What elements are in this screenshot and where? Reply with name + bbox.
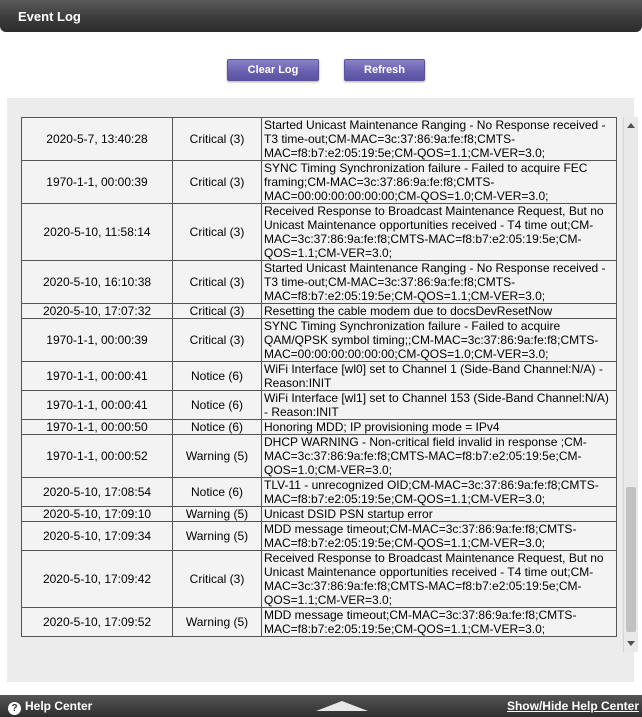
table-row: [22, 118, 617, 161]
help-center-link[interactable]: [8, 699, 92, 715]
scroll-up-arrow-icon[interactable]: [627, 123, 635, 128]
log-message-cell: WiFi Interface [wl0] set to Channel 1 (Side-Band Channel:N/A) - Reason:INIT: [262, 362, 617, 391]
log-severity-cell: Notice (6): [173, 420, 262, 435]
table-row: [22, 362, 617, 391]
log-datetime-cell: 2020-5-10, 16:10:38: [22, 261, 173, 304]
table-row: [22, 551, 617, 608]
event-log-scroll-area[interactable]: [21, 117, 620, 652]
event-log-table: [21, 117, 617, 637]
table-row: [22, 304, 617, 319]
help-center-label: Help Center: [25, 699, 93, 713]
log-datetime-cell: 2020-5-10, 17:09:34: [22, 522, 173, 551]
log-message-cell: Resetting the cable modem due to docsDevResetNow: [262, 304, 617, 319]
clear-log-button[interactable]: Clear Log: [227, 59, 319, 81]
log-message-cell: SYNC Timing Synchronization failure - Failed to acquire FEC framing;CM-MAC=3c:37:86:9a:fe:f8;CMTS-MAC=00:00:00:00:00:00;CM-QOS=1.0;CM-VER=3.0;: [262, 161, 617, 204]
log-message-cell: MDD message timeout;CM-MAC=3c:37:86:9a:fe:f8;CMTS-MAC=f8:b7:e2:05:19:5e;CM-QOS=1.1;CM-VER=3.0;: [262, 608, 617, 637]
log-datetime-cell: 1970-1-1, 00:00:39: [22, 319, 173, 362]
log-severity-cell: Warning (5): [173, 608, 262, 637]
log-datetime-cell: 2020-5-10, 17:07:32: [22, 304, 173, 319]
question-mark-icon: ?: [8, 702, 21, 715]
log-severity-cell: Critical (3): [173, 118, 262, 161]
log-message-cell: Started Unicast Maintenance Ranging - No Response received - T3 time-out;CM-MAC=3c:37:86:9a:fe:f8;CMTS-MAC=f8:b7:e2:05:19:5e;CM-QOS=1.1;CM-VER=3.0;: [262, 118, 617, 161]
log-message-cell: SYNC Timing Synchronization failure - Failed to acquire QAM/QPSK symbol timing;;CM-MAC=3c:37:86:9a:fe:f8;CMTS-MAC=00:00:00:00:00:00;CM-QOS=1.0;CM-VER=3.0;: [262, 319, 617, 362]
log-datetime-cell: 1970-1-1, 00:00:39: [22, 161, 173, 204]
table-row: [22, 391, 617, 420]
log-message-cell: Started Unicast Maintenance Ranging - No Response received - T3 time-out;CM-MAC=3c:37:86:9a:fe:f8;CMTS-MAC=f8:b7:e2:05:19:5e;CM-QOS=1.1;CM-VER=3.0;: [262, 261, 617, 304]
help-footer-bar: [0, 695, 642, 717]
log-datetime-cell: 2020-5-10, 17:08:54: [22, 478, 173, 507]
table-row: [22, 522, 617, 551]
log-message-cell: Honoring MDD; IP provisioning mode = IPv4: [262, 420, 617, 435]
log-severity-cell: Critical (3): [173, 319, 262, 362]
log-severity-cell: Notice (6): [173, 391, 262, 420]
log-severity-cell: Critical (3): [173, 261, 262, 304]
expand-help-arrow-icon[interactable]: [316, 701, 368, 711]
table-row: [22, 261, 617, 304]
log-datetime-cell: 1970-1-1, 00:00:41: [22, 362, 173, 391]
log-severity-cell: Warning (5): [173, 522, 262, 551]
table-row: [22, 319, 617, 362]
log-message-cell: MDD message timeout;CM-MAC=3c:37:86:9a:fe:f8;CMTS-MAC=f8:b7:e2:05:19:5e;CM-QOS=1.1;CM-VER=3.0;: [262, 522, 617, 551]
vertical-scrollbar[interactable]: [623, 117, 638, 652]
log-message-cell: WiFi Interface [wl1] set to Channel 153 (Side-Band Channel:N/A) - Reason:INIT: [262, 391, 617, 420]
table-row: [22, 608, 617, 637]
log-datetime-cell: 1970-1-1, 00:00:52: [22, 435, 173, 478]
page-title: Event Log: [18, 9, 81, 24]
log-severity-cell: Warning (5): [173, 435, 262, 478]
table-row: [22, 478, 617, 507]
log-message-cell: TLV-11 - unrecognized OID;CM-MAC=3c:37:86:9a:fe:f8;CMTS-MAC=f8:b7:e2:05:19:5e;CM-QOS=1.1;CM-VER=3.0;: [262, 478, 617, 507]
scrollbar-thumb[interactable]: [626, 487, 636, 632]
log-severity-cell: Warning (5): [173, 507, 262, 522]
log-datetime-cell: 2020-5-7, 13:40:28: [22, 118, 173, 161]
scroll-down-arrow-icon[interactable]: [627, 641, 635, 646]
table-row: [22, 507, 617, 522]
log-datetime-cell: 1970-1-1, 00:00:41: [22, 391, 173, 420]
log-datetime-cell: 2020-5-10, 17:09:52: [22, 608, 173, 637]
log-datetime-cell: 2020-5-10, 11:58:14: [22, 204, 173, 261]
refresh-button[interactable]: Refresh: [344, 59, 425, 81]
table-row: [22, 204, 617, 261]
log-message-cell: DHCP WARNING - Non-critical field invalid in response ;CM-MAC=3c:37:86:9a:fe:f8;CMTS-MAC=f8:b7:e2:05:19:5e;CM-QOS=1.0;CM-VER=3.0;: [262, 435, 617, 478]
log-severity-cell: Notice (6): [173, 362, 262, 391]
log-severity-cell: Critical (3): [173, 161, 262, 204]
log-datetime-cell: 2020-5-10, 17:09:10: [22, 507, 173, 522]
table-row: [22, 420, 617, 435]
log-message-cell: Unicast DSID PSN startup error: [262, 507, 617, 522]
log-datetime-cell: 1970-1-1, 00:00:50: [22, 420, 173, 435]
show-hide-help-center-link[interactable]: Show/Hide Help Center: [506, 699, 639, 713]
log-message-cell: Received Response to Broadcast Maintenance Request, But no Unicast Maintenance opportunities received - T4 time out;CM-MAC=3c:37:86:9a:fe:f8;CMTS-MAC=f8:b7:e2:05:19:5e;CM-QOS=1.1;CM-VER=3.0;: [262, 551, 617, 608]
log-severity-cell: Critical (3): [173, 204, 262, 261]
log-severity-cell: Notice (6): [173, 478, 262, 507]
title-bar: [0, 0, 642, 32]
log-datetime-cell: 2020-5-10, 17:09:42: [22, 551, 173, 608]
table-row: [22, 161, 617, 204]
log-severity-cell: Critical (3): [173, 551, 262, 608]
log-severity-cell: Critical (3): [173, 304, 262, 319]
log-message-cell: Received Response to Broadcast Maintenance Request, But no Unicast Maintenance opportunities received - T4 time out;CM-MAC=3c:37:86:9a:fe:f8;CMTS-MAC=f8:b7:e2:05:19:5e;CM-QOS=1.1;CM-VER=3.0;: [262, 204, 617, 261]
table-row: [22, 435, 617, 478]
